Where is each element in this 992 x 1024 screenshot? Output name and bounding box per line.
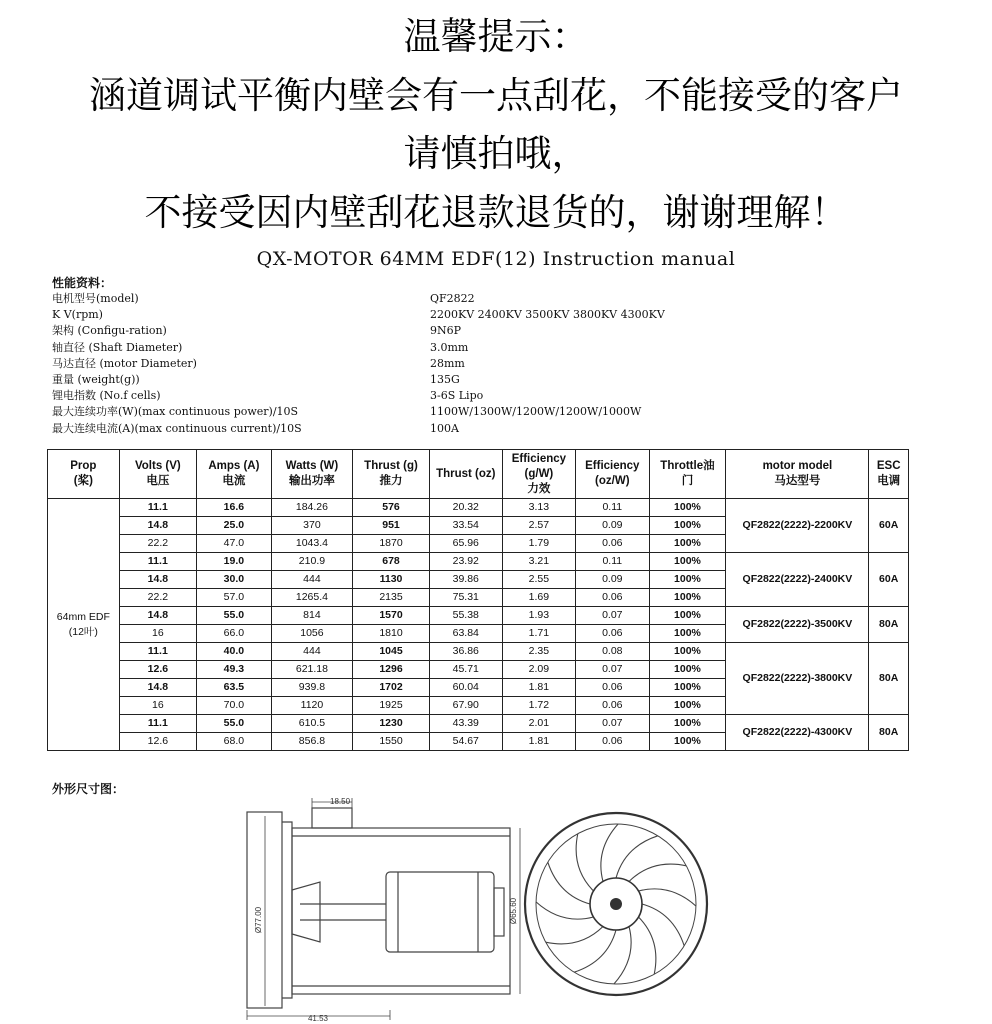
thrust-g-cell: 1296 [353,661,430,679]
spec-row [52,340,469,356]
column-header [429,450,502,499]
efficiency-ozw-cell: 0.06 [576,535,649,553]
esc-cell: 80A [869,607,909,643]
thrust-oz-cell: 23.92 [429,553,502,571]
watts-cell: 1043.4 [271,535,352,553]
throttle-cell: 100% [649,715,726,733]
efficiency-ozw-cell: 0.11 [576,499,649,517]
watts-cell: 444 [271,643,352,661]
efficiency-ozw-cell: 0.07 [576,607,649,625]
efficiency-ozw-cell: 0.06 [576,679,649,697]
watts-cell: 621.18 [271,661,352,679]
thrust-oz-cell: 54.67 [429,733,502,751]
efficiency-gw-cell: 1.79 [502,535,575,553]
volts-cell: 14.8 [119,607,196,625]
spec-list [52,291,665,437]
throttle-cell: 100% [649,589,726,607]
spec-value: 28mm [430,356,465,370]
throttle-cell: 100% [649,553,726,571]
fan-blade [614,927,631,985]
column-header-en: Throttle油 [660,460,715,472]
volts-cell: 14.8 [119,571,196,589]
amps-cell: 16.6 [197,499,272,517]
efficiency-ozw-cell: 0.07 [576,661,649,679]
thrust-g-cell: 1870 [353,535,430,553]
dim-bottom-label: 41.53 [307,1014,329,1023]
thrust-g-cell: 1702 [353,679,430,697]
spec-value: 2200KV 2400KV 3500KV 3800KV 4300KV [430,308,665,322]
efficiency-gw-cell: 1.81 [502,733,575,751]
thrust-oz-cell: 67.90 [429,697,502,715]
performance-table [47,449,909,751]
amps-cell: 55.0 [197,607,272,625]
throttle-cell: 100% [649,535,726,553]
notice-line-3: 请慎拍哦， [403,132,589,175]
throttle-cell: 100% [649,679,726,697]
efficiency-ozw-cell: 0.09 [576,571,649,589]
watts-cell: 184.26 [271,499,352,517]
throttle-cell: 100% [649,661,726,679]
watts-cell: 1056 [271,625,352,643]
efficiency-gw-cell: 2.55 [502,571,575,589]
volts-cell: 14.8 [119,517,196,535]
motor-model-cell: QF2822(2222)-4300KV [726,715,869,751]
prop-name: 64mm EDF [56,610,110,623]
watts-cell: 444 [271,571,352,589]
thrust-g-cell: 1230 [353,715,430,733]
thrust-oz-cell: 39.86 [429,571,502,589]
volts-cell: 16 [119,625,196,643]
volts-cell: 11.1 [119,553,196,571]
volts-cell: 16 [119,697,196,715]
column-header-cn: 电调 [877,475,901,487]
spec-label: 架构 (Configu-ration) [52,324,167,338]
amps-cell: 40.0 [197,643,272,661]
thrust-oz-cell: 63.84 [429,625,502,643]
column-header-cn: 门 [681,475,694,487]
thrust-g-cell: 1130 [353,571,430,589]
table-body [48,499,909,751]
fan-blade [639,889,697,906]
shroud-step [282,822,292,998]
efficiency-ozw-cell: 0.06 [576,733,649,751]
amps-cell: 25.0 [197,517,272,535]
esc-cell: 80A [869,715,909,751]
spec-row [52,323,462,339]
throttle-cell: 100% [649,517,726,535]
watts-cell: 370 [271,517,352,535]
efficiency-ozw-cell: 0.06 [576,589,649,607]
watts-cell: 210.9 [271,553,352,571]
amps-cell: 57.0 [197,589,272,607]
motor-model-cell: QF2822(2222)-3500KV [726,607,869,643]
thrust-g-cell: 1810 [353,625,430,643]
spec-block [52,275,665,437]
efficiency-gw-cell: 2.57 [502,517,575,535]
side-view [247,808,510,1008]
efficiency-gw-cell: 1.72 [502,697,575,715]
thrust-oz-cell: 20.32 [429,499,502,517]
watts-cell: 939.8 [271,679,352,697]
thrust-oz-cell: 43.39 [429,715,502,733]
column-header-en: Volts (V) [134,460,181,472]
spec-value: 9N6P [430,324,462,338]
column-header-en: Thrust (g) [364,460,418,472]
amps-cell: 19.0 [197,553,272,571]
spec-label: K V(rpm) [52,308,103,322]
fan-hub [292,882,320,942]
notice-line-4: 不接受因内壁刮花退款退货的，谢谢理解！ [144,191,848,234]
fan-blade [616,836,658,878]
throttle-cell: 100% [649,499,726,517]
esc-cell: 80A [869,643,909,715]
table-row [48,499,909,517]
column-header-en: Watts (W) [285,460,339,472]
spec-label: 重量 (weight(g)) [52,372,140,386]
column-header [869,450,909,499]
column-header-cn: 电压 [146,475,170,487]
efficiency-ozw-cell: 0.06 [576,697,649,715]
fan-blade [639,917,656,974]
efficiency-gw-cell: 1.69 [502,589,575,607]
efficiency-ozw-cell: 0.11 [576,553,649,571]
motor-model-cell: QF2822(2222)-2200KV [726,499,869,553]
spec-row [52,421,459,437]
efficiency-gw-cell: 1.93 [502,607,575,625]
column-header-cn: 马达型号 [774,475,821,487]
spec-label: 电机型号(model) [52,292,139,305]
spec-heading: 性能资料： [52,276,113,290]
efficiency-gw-cell: 3.13 [502,499,575,517]
efficiency-ozw-cell: 0.06 [576,625,649,643]
thrust-g-cell: 951 [353,517,430,535]
dimension-heading: 外形尺寸图： [52,782,125,796]
manual-title: QX-MOTOR 64MM EDF(12) Instruction manual [256,248,736,270]
volts-cell: 22.2 [119,589,196,607]
fan-blade [642,904,684,946]
spec-label: 最大连续功率(W)(max continuous power)/10S [52,405,299,419]
efficiency-gw-cell: 2.01 [502,715,575,733]
watts-cell: 610.5 [271,715,352,733]
column-header [197,450,272,499]
column-header [649,450,726,499]
efficiency-ozw-cell: 0.07 [576,715,649,733]
notice-line-2: 涵道调试平衡内壁会有一点刮花，不能接受的客户 [89,74,903,117]
efficiency-gw-cell: 3.21 [502,553,575,571]
thrust-oz-cell: 55.38 [429,607,502,625]
intake-lip [247,812,282,1008]
efficiency-gw-cell: 1.71 [502,625,575,643]
watts-cell: 1120 [271,697,352,715]
watts-cell: 1265.4 [271,589,352,607]
amps-cell: 63.5 [197,679,272,697]
spec-value: QF2822 [430,292,475,305]
table-header-row [48,450,909,499]
column-header-cn: (桨) [73,475,93,487]
thrust-g-cell: 678 [353,553,430,571]
prop-blades: (12叶) [68,625,98,638]
duct-body [292,828,510,994]
efficiency-ozw-cell: 0.08 [576,643,649,661]
fan-blade [546,927,603,944]
throttle-cell: 100% [649,625,726,643]
fan-blade [536,902,594,919]
fan-blade [574,930,616,972]
volts-cell: 14.8 [119,679,196,697]
efficiency-gw-cell: 1.81 [502,679,575,697]
amps-cell: 66.0 [197,625,272,643]
column-header-en: Efficiency (g/W) [511,452,567,480]
column-header [726,450,869,499]
column-header [271,450,352,499]
notice-line-1: 温馨提示： [403,15,589,58]
amps-cell: 70.0 [197,697,272,715]
column-header [48,450,120,499]
thrust-oz-cell: 36.86 [429,643,502,661]
column-header-en: ESC [876,460,901,472]
efficiency-gw-cell: 2.35 [502,643,575,661]
column-header [502,450,575,499]
spec-label: 轴直径 (Shaft Diameter) [52,340,183,354]
dim-left-label: Ø77.00 [254,906,263,934]
table-row [48,715,909,733]
spec-row [52,307,665,323]
spec-value: 1100W/1300W/1200W/1200W/1000W [430,405,642,419]
spec-row [52,404,642,420]
table-row [48,643,909,661]
fan-blade [601,824,618,882]
dimension-drawing [0,780,992,1024]
volts-cell: 12.6 [119,733,196,751]
thrust-oz-cell: 65.96 [429,535,502,553]
amps-cell: 30.0 [197,571,272,589]
column-header [119,450,196,499]
hub-center [610,898,622,910]
spec-label: 最大连续电流(A)(max continuous current)/10S [52,421,302,435]
volts-cell: 11.1 [119,715,196,733]
spec-row [52,291,475,307]
spec-label: 马达直径 (motor Diameter) [52,356,197,370]
thrust-g-cell: 576 [353,499,430,517]
watts-cell: 814 [271,607,352,625]
spec-label: 锂电指数 (No.f cells) [52,389,161,403]
amps-cell: 55.0 [197,715,272,733]
thrust-g-cell: 1550 [353,733,430,751]
column-header-en: motor model [762,460,833,472]
thrust-g-cell: 2135 [353,589,430,607]
mount-tab [312,808,352,828]
prop-cell [48,499,120,751]
motor-model-cell: QF2822(2222)-3800KV [726,643,869,715]
motor-model-cell: QF2822(2222)-2400KV [726,553,869,607]
throttle-cell: 100% [649,607,726,625]
esc-cell: 60A [869,499,909,553]
throttle-cell: 100% [649,697,726,715]
front-view [525,813,707,995]
column-header-cn: 电流 [222,475,246,487]
thrust-g-cell: 1045 [353,643,430,661]
column-header-cn: 推力 [379,475,403,487]
throttle-cell: 100% [649,733,726,751]
thrust-oz-cell: 45.71 [429,661,502,679]
efficiency-ozw-cell: 0.09 [576,517,649,535]
fan-blade [548,862,590,904]
column-header-cn: 力效 [527,482,551,495]
spec-row [52,388,484,404]
amps-cell: 49.3 [197,661,272,679]
thrust-oz-cell: 33.54 [429,517,502,535]
column-header-en: Amps (A) [208,460,260,472]
spec-value: 135G [430,372,460,386]
fan-blade [629,864,686,881]
table-row [48,607,909,625]
column-header-cn: 输出功率 [288,475,335,487]
column-header-en: Prop [70,460,97,472]
amps-cell: 47.0 [197,535,272,553]
thrust-oz-cell: 60.04 [429,679,502,697]
dim-right-label: Ø65.60 [509,897,518,925]
thrust-g-cell: 1570 [353,607,430,625]
column-header-en: Efficiency (oz/W) [585,460,640,487]
dimension-lines [247,798,520,1020]
amps-cell: 68.0 [197,733,272,751]
volts-cell: 11.1 [119,499,196,517]
esc-cell: 60A [869,553,909,607]
thrust-g-cell: 1925 [353,697,430,715]
watts-cell: 856.8 [271,733,352,751]
throttle-cell: 100% [649,643,726,661]
table-row [48,553,909,571]
spec-value: 3.0mm [430,340,469,354]
spec-value: 100A [430,421,459,435]
volts-cell: 11.1 [119,643,196,661]
efficiency-gw-cell: 2.09 [502,661,575,679]
dim-top-label: 18.50 [330,797,351,806]
column-header [576,450,649,499]
volts-cell: 22.2 [119,535,196,553]
motor-endcap [494,888,504,936]
spec-row [52,372,460,388]
column-header-en: Thrust (oz) [436,467,496,480]
spec-value: 3-6S Lipo [430,389,484,403]
thrust-oz-cell: 75.31 [429,589,502,607]
column-header [353,450,430,499]
throttle-cell: 100% [649,571,726,589]
spec-row [52,356,465,372]
fan-blade [576,834,593,891]
volts-cell: 12.6 [119,661,196,679]
